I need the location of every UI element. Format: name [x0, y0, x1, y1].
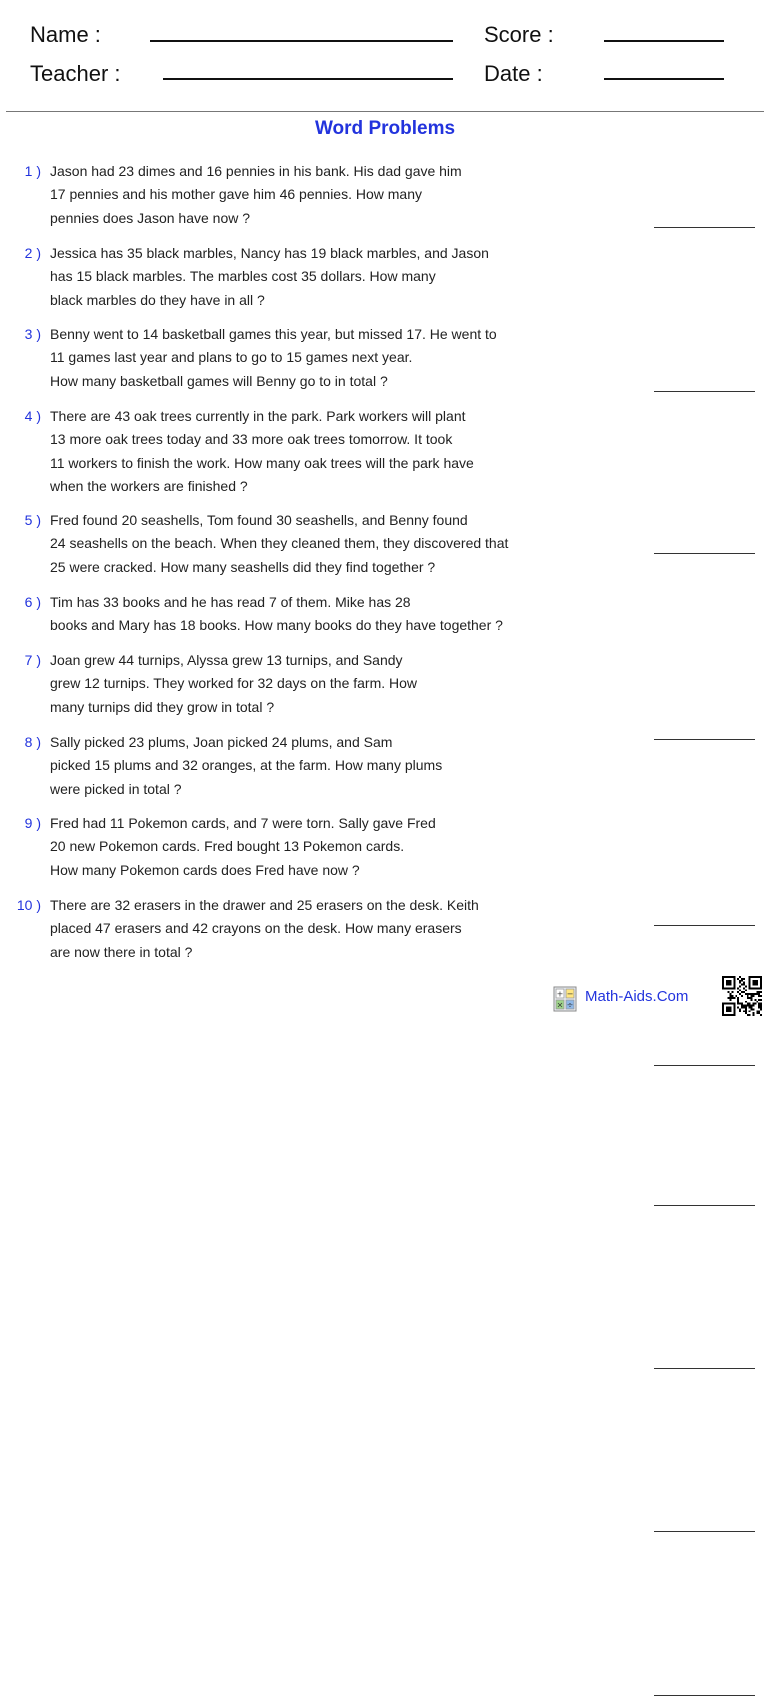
- answer-line[interactable]: [654, 1065, 755, 1066]
- problem-text: [50, 812, 570, 882]
- problem-number: 3 ): [24, 326, 41, 342]
- teacher-label: Teacher :: [30, 61, 121, 86]
- answer-line[interactable]: [654, 1368, 755, 1369]
- problem-text-line: has 15 black marbles. The marbles cost 35 dollars. How many: [50, 268, 436, 285]
- svg-text:÷: ÷: [566, 1000, 574, 1010]
- problem-text-line: 13 more oak trees today and 33 more oak trees tomorrow. It took: [50, 431, 453, 448]
- header-divider: [6, 111, 764, 112]
- qr-code-icon: [722, 976, 762, 1021]
- problem-number: 2 ): [24, 245, 41, 261]
- answer-line[interactable]: [654, 553, 755, 554]
- date-label: Date :: [484, 61, 543, 86]
- problem-text-line: 20 new Pokemon cards. Fred bought 13 Pokemon cards.: [50, 838, 405, 855]
- teacher-line[interactable]: [163, 78, 453, 80]
- problem-text-line: Fred found 20 seashells, Tom found 30 seashells, and Benny found: [50, 512, 468, 528]
- site-link[interactable]: Math-Aids.Com: [585, 988, 689, 1005]
- problem-text-line: pennies does Jason have now ?: [50, 209, 251, 226]
- problem-text-line: Fred had 11 Pokemon cards, and 7 were torn. Sally gave Fred: [50, 815, 436, 831]
- problem-text: [50, 649, 570, 719]
- problem-text-line: when the workers are finished ?: [50, 477, 248, 494]
- answer-line[interactable]: [654, 739, 755, 740]
- problem-text-line: Sally picked 23 plums, Joan picked 24 plums, and Sam: [50, 734, 393, 750]
- problem-text-line: 25 were cracked. How many seashells did they find together ?: [50, 558, 436, 575]
- problem-number: 8 ): [24, 734, 41, 750]
- problem-text: [50, 591, 570, 638]
- problem-text-line: How many basketball games will Benny go to in total ?: [50, 372, 388, 389]
- svg-text:×: ×: [556, 1000, 564, 1010]
- problem-text-line: Joan grew 44 turnips, Alyssa grew 13 turnips, and Sandy: [50, 652, 403, 668]
- score-line[interactable]: [604, 40, 724, 42]
- problem-text-line: Benny went to 14 basketball games this year, but missed 17. He went to: [50, 326, 497, 342]
- answer-line[interactable]: [654, 391, 755, 392]
- problem-number: 7 ): [24, 652, 41, 668]
- problem-text-line: Jason had 23 dimes and 16 pennies in his bank. His dad gave him: [50, 163, 462, 179]
- answer-line[interactable]: [654, 925, 755, 926]
- problem-text-line: 11 games last year and plans to go to 15 games next year.: [50, 349, 413, 366]
- problem-number: 4 ): [24, 408, 41, 424]
- problem-number: 9 ): [24, 815, 41, 831]
- name-line[interactable]: [150, 40, 453, 42]
- problem-text-line: black marbles do they have in all ?: [50, 291, 265, 308]
- problem-text-line: 17 pennies and his mother gave him 46 pennies. How many: [50, 186, 422, 203]
- date-line[interactable]: [604, 78, 724, 80]
- score-label: Score :: [484, 22, 554, 47]
- problem-text-line: There are 32 erasers in the drawer and 25 erasers on the desk. Keith: [50, 897, 479, 913]
- calculator-icon: [553, 986, 577, 1017]
- problem-text: [50, 894, 570, 964]
- problem-text: [50, 323, 570, 393]
- problem-text-line: 11 workers to finish the work. How many oak trees will the park have: [50, 454, 474, 471]
- problem-text-line: Jessica has 35 black marbles, Nancy has 19 black marbles, and Jason: [50, 245, 489, 261]
- problem-number: 10 ): [16, 897, 41, 913]
- answer-line[interactable]: [654, 1531, 755, 1532]
- svg-text:−: −: [566, 989, 574, 999]
- problem-text-line: were picked in total ?: [50, 780, 182, 797]
- problem-text-line: placed 47 erasers and 42 crayons on the desk. How many erasers: [50, 920, 462, 937]
- problem-text: [50, 731, 570, 801]
- problem-text: [50, 242, 570, 312]
- problem-text-line: grew 12 turnips. They worked for 32 days on the farm. How: [50, 675, 418, 692]
- problem-number: 5 ): [24, 512, 41, 528]
- problem-text-line: books and Mary has 18 books. How many books do they have together ?: [50, 617, 503, 634]
- problem-text: [50, 160, 570, 230]
- problem-text: [50, 405, 570, 498]
- svg-text:+: +: [556, 989, 564, 999]
- problem-text-line: Tim has 33 books and he has read 7 of them. Mike has 28: [50, 594, 411, 610]
- problem-text-line: many turnips did they grow in total ?: [50, 698, 275, 715]
- page-title: Word Problems: [314, 118, 456, 139]
- answer-line[interactable]: [654, 227, 755, 228]
- problem-text-line: How many Pokemon cards does Fred have now ?: [50, 861, 360, 878]
- problem-text-line: 24 seashells on the beach. When they cleaned them, they discovered that: [50, 535, 509, 552]
- problem-text-line: are now there in total ?: [50, 943, 193, 960]
- problem-text-line: There are 43 oak trees currently in the park. Park workers will plant: [50, 408, 466, 424]
- problem-number: 1 ): [24, 163, 41, 179]
- problem-text: [50, 509, 570, 579]
- name-label: Name :: [30, 22, 101, 47]
- problem-text-line: picked 15 plums and 32 oranges, at the farm. How many plums: [50, 757, 443, 774]
- problem-number: 6 ): [24, 594, 41, 610]
- answer-line[interactable]: [654, 1205, 755, 1206]
